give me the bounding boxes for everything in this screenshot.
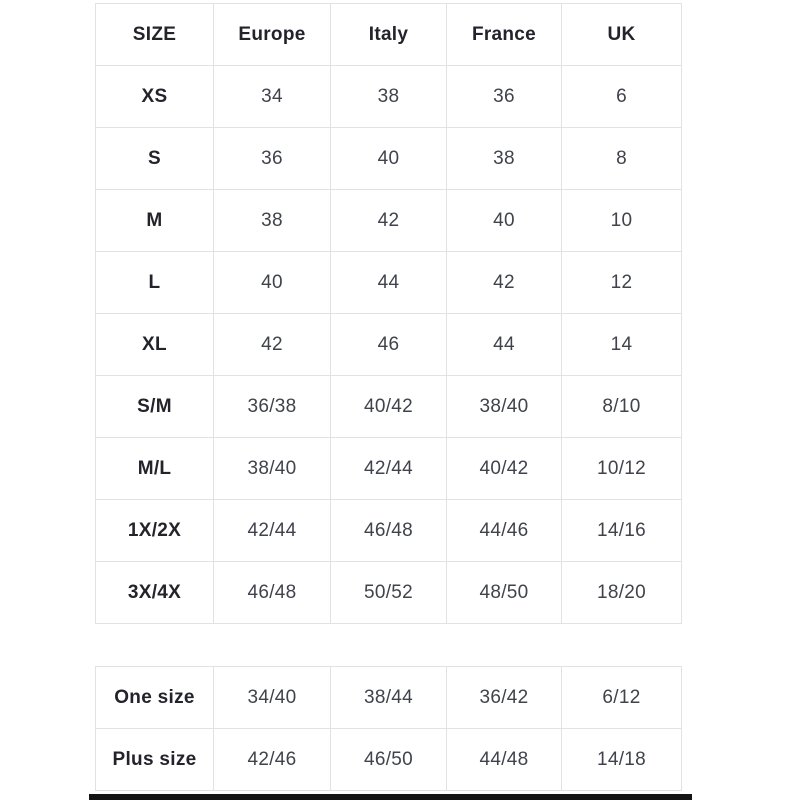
table-cell: 42 (214, 314, 331, 376)
table-cell: 42 (331, 190, 447, 252)
column-header-size: SIZE (96, 4, 214, 66)
size-label: S/M (96, 376, 214, 438)
table-cell: 42/46 (214, 729, 331, 791)
table-cell: 14/16 (562, 500, 682, 562)
table-cell: 38 (331, 66, 447, 128)
table-cell: 44 (447, 314, 562, 376)
table-cell: 38/44 (331, 667, 447, 729)
table-cell: 8 (562, 128, 682, 190)
size-label: M/L (96, 438, 214, 500)
table-cell: 36/38 (214, 376, 331, 438)
table-cell: 42/44 (214, 500, 331, 562)
size-label: Plus size (96, 729, 214, 791)
table-cell: 44 (331, 252, 447, 314)
table-cell: 36 (447, 66, 562, 128)
table-cell: 44/48 (447, 729, 562, 791)
table-row-one-size (96, 667, 682, 729)
table-row-1x-2x (96, 500, 682, 562)
table-cell: 46/48 (331, 500, 447, 562)
table-row-3x-4x (96, 562, 682, 624)
size-label: M (96, 190, 214, 252)
column-header-uk: UK (562, 4, 682, 66)
table-cell: 34 (214, 66, 331, 128)
table-cell: 40 (447, 190, 562, 252)
size-label: 3X/4X (96, 562, 214, 624)
table-cell: 36/42 (447, 667, 562, 729)
header-row (96, 4, 682, 66)
table-cell: 14/18 (562, 729, 682, 791)
table-cell: 38/40 (447, 376, 562, 438)
table-cell: 6 (562, 66, 682, 128)
table-cell: 42 (447, 252, 562, 314)
table-cell: 40 (331, 128, 447, 190)
table-row-xl (96, 314, 682, 376)
table-cell: 40/42 (447, 438, 562, 500)
size-label: XL (96, 314, 214, 376)
table-row-m-l (96, 438, 682, 500)
table-cell: 38 (214, 190, 331, 252)
table-cell: 18/20 (562, 562, 682, 624)
table-cell: 10/12 (562, 438, 682, 500)
table-cell: 36 (214, 128, 331, 190)
column-header-europe: Europe (214, 4, 331, 66)
bottom-edge-bar (89, 794, 692, 800)
table-cell: 46/48 (214, 562, 331, 624)
table-cell: 44/46 (447, 500, 562, 562)
table-cell: 12 (562, 252, 682, 314)
size-conversion-table (95, 3, 682, 624)
table-cell: 34/40 (214, 667, 331, 729)
table-row-l (96, 252, 682, 314)
size-label: L (96, 252, 214, 314)
table-cell: 38 (447, 128, 562, 190)
table-row-xs (96, 66, 682, 128)
table-cell: 10 (562, 190, 682, 252)
table-row-s (96, 128, 682, 190)
table-cell: 46 (331, 314, 447, 376)
table-cell: 46/50 (331, 729, 447, 791)
column-header-france: France (447, 4, 562, 66)
table-cell: 40 (214, 252, 331, 314)
table-row-plus-size (96, 729, 682, 791)
table-row-s-m (96, 376, 682, 438)
column-header-italy: Italy (331, 4, 447, 66)
table-cell: 48/50 (447, 562, 562, 624)
table-cell: 42/44 (331, 438, 447, 500)
table-cell: 8/10 (562, 376, 682, 438)
table-cell: 6/12 (562, 667, 682, 729)
table-cell: 40/42 (331, 376, 447, 438)
table-cell: 38/40 (214, 438, 331, 500)
table-cell: 14 (562, 314, 682, 376)
table-row-m (96, 190, 682, 252)
size-label: S (96, 128, 214, 190)
size-label: One size (96, 667, 214, 729)
size-label: 1X/2X (96, 500, 214, 562)
table-cell: 50/52 (331, 562, 447, 624)
size-label: XS (96, 66, 214, 128)
one-size-plus-size-table (95, 666, 682, 791)
